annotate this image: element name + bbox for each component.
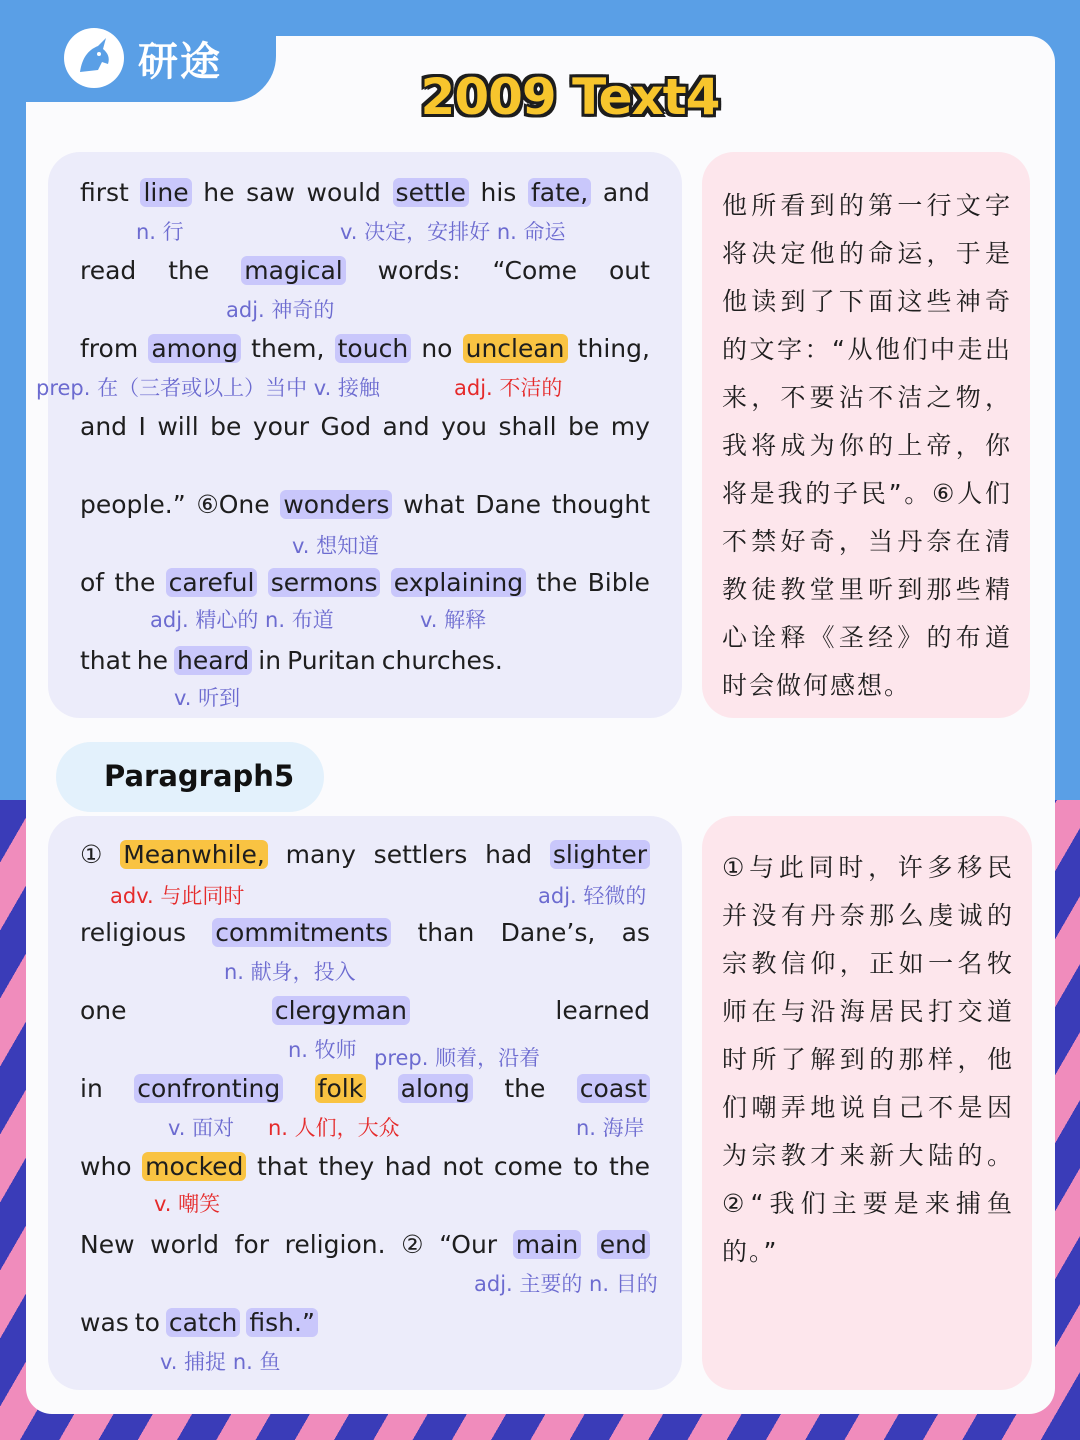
- word: in: [258, 645, 282, 675]
- text-line: [80, 834, 650, 874]
- vocab-note: adj. 神奇的: [226, 298, 335, 322]
- vocab-highlight: catch: [166, 1308, 240, 1337]
- word: settlers: [373, 839, 468, 869]
- key-vocab-note: adj. 不洁的: [454, 376, 563, 400]
- word: of: [80, 567, 105, 597]
- key-vocab-highlight: folk: [315, 1074, 367, 1103]
- word: the: [536, 567, 578, 597]
- word: the: [608, 1151, 650, 1181]
- text-line: [80, 562, 650, 602]
- word: words:: [377, 255, 461, 285]
- word: and: [382, 411, 430, 441]
- vocab-note: v. 面对: [168, 1116, 235, 1140]
- word: come: [493, 1151, 563, 1181]
- word: out: [608, 255, 650, 285]
- unicorn-logo-icon: [64, 28, 124, 88]
- word: not: [442, 1151, 484, 1181]
- text-line: [80, 1146, 650, 1186]
- vocab-note: n. 海岸: [576, 1116, 645, 1140]
- word: had: [384, 1151, 432, 1181]
- sentence-number: ①: [80, 839, 103, 869]
- vocab-note: n. 献身，投入: [224, 960, 356, 984]
- word: be: [568, 411, 600, 441]
- word: one: [80, 995, 127, 1025]
- word: would: [306, 177, 381, 207]
- word: and: [80, 411, 128, 441]
- word: shall: [498, 411, 557, 441]
- vocab-highlight: sermons: [268, 568, 381, 597]
- vocab-highlight: commitments: [212, 918, 391, 947]
- word: the: [114, 567, 156, 597]
- word: the: [504, 1073, 546, 1103]
- word: I: [138, 411, 146, 441]
- text-line: [80, 250, 650, 290]
- vocab-note: prep. 顺着，沿着: [374, 1046, 541, 1070]
- vocab-note: v. 解释: [420, 608, 487, 632]
- word: his: [480, 177, 517, 207]
- word: churches.: [381, 645, 503, 675]
- translation-text: ①与此同时，许多移民并没有丹奈那么虔诚的宗教信仰，正如一名牧师在与沿海居民打交道时所了解到的那样，他们嘲弄地说自己不是因为宗教才来新大陆的。②“我们主要是来捕鱼的。”: [722, 853, 1014, 1266]
- page-title: 2009 Text4: [420, 68, 720, 126]
- vocab-highlight: line: [140, 178, 191, 207]
- word: Puritan: [287, 645, 376, 675]
- vocab-note: v. 捕捉 n. 鱼: [160, 1350, 281, 1374]
- vocab-highlight: along: [398, 1074, 473, 1103]
- word: thing,: [577, 333, 650, 363]
- word: many: [285, 839, 356, 869]
- word: for: [234, 1229, 269, 1259]
- word: no: [421, 333, 453, 363]
- word: read: [80, 255, 137, 285]
- word: thought: [551, 489, 650, 519]
- vocab-note: n. 行: [136, 220, 184, 244]
- word: what: [403, 489, 465, 519]
- word: saw: [246, 177, 295, 207]
- text-line: [80, 1068, 650, 1108]
- word: Bible: [587, 567, 650, 597]
- key-vocab-note: v. 嘲笑: [154, 1192, 221, 1216]
- vocab-highlight: end: [597, 1230, 650, 1259]
- word: people.”: [80, 489, 186, 519]
- brand-name: 研途: [138, 39, 222, 85]
- word: and: [602, 177, 650, 207]
- word: than: [417, 917, 475, 947]
- word: the: [168, 255, 210, 285]
- vocab-highlight: heard: [174, 646, 252, 675]
- word: who: [80, 1151, 132, 1181]
- word: will: [157, 411, 199, 441]
- word: your: [252, 411, 310, 441]
- word: “Come: [492, 255, 578, 285]
- paragraph-heading: Paragraph5: [104, 759, 295, 793]
- word: to: [134, 1307, 160, 1337]
- vocab-highlight: wonders: [280, 490, 392, 519]
- vocab-highlight: confronting: [134, 1074, 283, 1103]
- word: was: [80, 1307, 129, 1337]
- text-line: [80, 912, 650, 952]
- word: that: [256, 1151, 308, 1181]
- word: he: [203, 177, 235, 207]
- sentence-number: ②: [401, 1229, 424, 1259]
- text-line: [80, 172, 650, 212]
- text-line: [80, 990, 650, 1030]
- word: God: [320, 411, 372, 441]
- vocab-note: prep. 在（三者或以上）当中 v. 接触: [36, 376, 380, 400]
- text-line: [80, 640, 650, 680]
- vocab-highlight: explaining: [391, 568, 526, 597]
- key-vocab-highlight: unclean: [463, 334, 568, 363]
- key-vocab-highlight: Meanwhile,: [120, 840, 268, 869]
- vocab-highlight: magical: [241, 256, 346, 285]
- word: them,: [251, 333, 325, 363]
- key-vocab-note: adv. 与此同时: [110, 884, 245, 908]
- vocab-highlight: coast: [577, 1074, 650, 1103]
- vocab-highlight: among: [148, 334, 241, 363]
- vocab-highlight: clergyman: [272, 996, 410, 1025]
- vocab-highlight: settle: [393, 178, 469, 207]
- word: that: [80, 645, 131, 675]
- vocab-note: adj. 精心的 n. 布道: [150, 608, 334, 632]
- word: be: [210, 411, 242, 441]
- word: Dane: [475, 489, 542, 519]
- word: world: [150, 1229, 219, 1259]
- word: religious: [80, 917, 186, 947]
- word: religion.: [284, 1229, 386, 1259]
- word: New: [80, 1229, 135, 1259]
- vocab-highlight: fate,: [528, 178, 591, 207]
- word: from: [80, 333, 139, 363]
- word: as: [621, 917, 650, 947]
- vocab-highlight: careful: [166, 568, 258, 597]
- vocab-note: n. 牧师: [288, 1038, 357, 1062]
- vocab-note: adj. 轻微的: [538, 884, 647, 908]
- vocab-note: v. 想知道: [292, 534, 380, 558]
- word: ⑥One: [196, 489, 270, 519]
- word: my: [610, 411, 650, 441]
- vocab-highlight: slighter: [550, 840, 650, 869]
- vocab-highlight: fish.”: [246, 1308, 318, 1337]
- text-line: [80, 484, 650, 524]
- text-line: [80, 1302, 650, 1342]
- vocab-highlight: main: [513, 1230, 581, 1259]
- word: Dane’s,: [500, 917, 596, 947]
- word: first: [80, 177, 129, 207]
- vocab-note: v. 决定，安排好 n. 命运: [340, 220, 566, 244]
- word: had: [485, 839, 533, 869]
- word: “Our: [439, 1229, 498, 1259]
- vocab-note: v. 听到: [174, 686, 241, 710]
- text-line: [80, 328, 650, 368]
- word: in: [80, 1073, 103, 1103]
- word: learned: [555, 995, 650, 1025]
- key-vocab-highlight: mocked: [142, 1152, 246, 1181]
- translation-text: 他所看到的第一行文字将决定他的命运，于是他读到了下面这些神奇的文字：“从他们中走出来，不要沾不洁之物，我将成为你的上帝，你将是我的子民”。⑥人们不禁好奇，当丹奈在清教徒教堂里听到那些精心诠释《圣经》的布道时会做何感想。: [722, 191, 1012, 700]
- word: you: [441, 411, 487, 441]
- vocab-highlight: touch: [335, 334, 412, 363]
- key-vocab-note: n. 人们，大众: [268, 1116, 400, 1140]
- word: to: [573, 1151, 599, 1181]
- text-line: [80, 1224, 650, 1264]
- word: he: [136, 645, 169, 675]
- word: they: [318, 1151, 375, 1181]
- vocab-note: adj. 主要的 n. 目的: [474, 1272, 658, 1296]
- text-line: [80, 406, 650, 446]
